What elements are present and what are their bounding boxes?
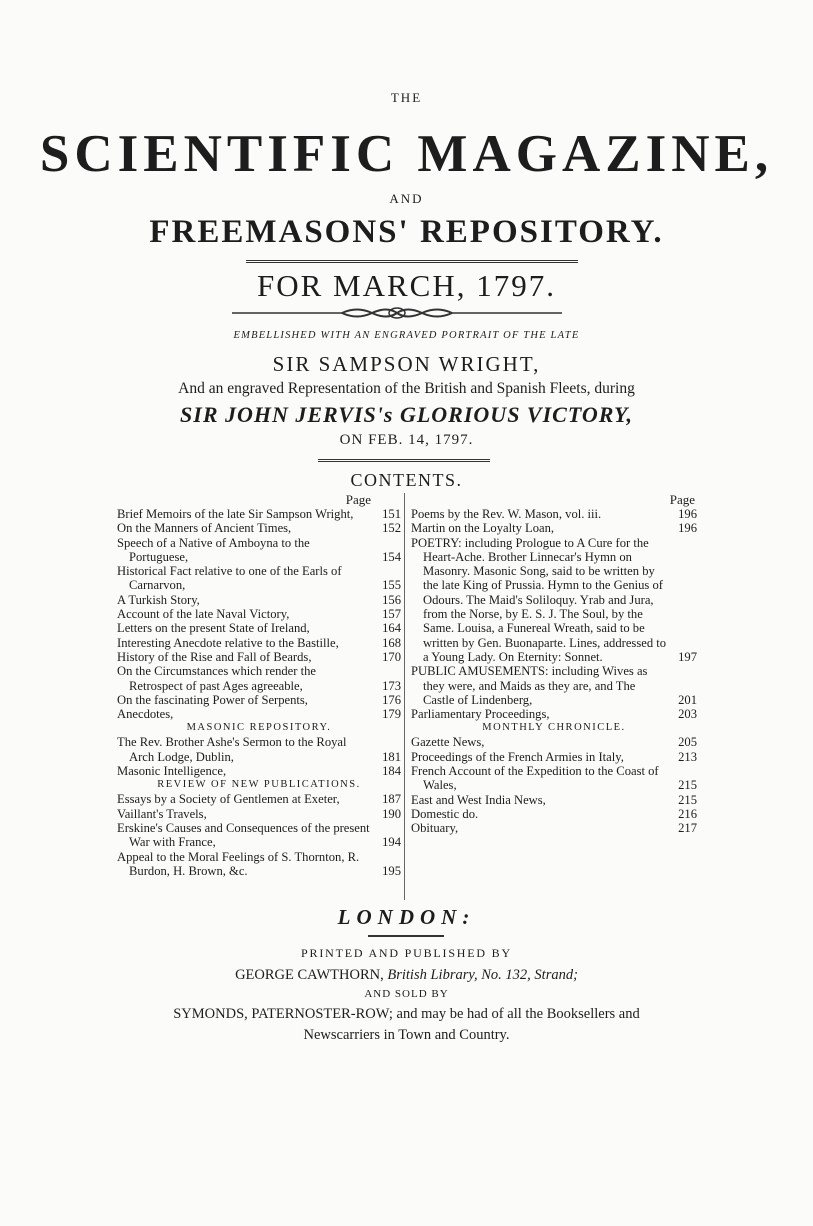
- contents-entry-page: 213: [678, 749, 697, 764]
- victory-date: ON FEB. 14, 1797.: [339, 432, 474, 448]
- imprint-newscarriers: Newscarriers in Town and Country.: [303, 1027, 510, 1043]
- contents-entry-title: Obituary,: [411, 821, 459, 836]
- page-column-header: Page: [345, 492, 371, 507]
- contents-entry-title: Gazette News,: [411, 735, 485, 750]
- contents-entry-title: Proceedings of the French Armies in Italy,: [411, 749, 624, 764]
- contents-entry: [117, 621, 401, 635]
- magazine-title: SCIENTIFIC MAGAZINE,: [39, 125, 774, 183]
- contents-entry: [411, 664, 697, 707]
- contents-entry-page: 179: [382, 707, 401, 722]
- contents-entry-title: PUBLIC AMUSEMENTS: including Wives as they were, and Maids as they are, and The Castle of Lindenberg,: [411, 664, 648, 707]
- contents-entry-title: A Turkish Story,: [117, 592, 200, 607]
- contents-entry: [411, 821, 697, 835]
- header-the: THE: [390, 90, 423, 105]
- contents-entry-title: Historical Fact relative to one of the Earls of Carnarvon,: [117, 564, 342, 593]
- contents-entry-page: 217: [678, 821, 697, 836]
- contents-entry: [117, 792, 401, 806]
- contents-entry: [117, 821, 401, 850]
- contents-entry-page: 157: [382, 607, 401, 622]
- contents-entry-title: Account of the late Naval Victory,: [117, 607, 290, 622]
- contents-entry-title: On the Circumstances which render the Retrospect of past Ages agreeable,: [117, 664, 316, 693]
- contents-entry-title: On the fascinating Power of Serpents,: [117, 692, 308, 707]
- portrait-name: SIR SAMPSON WRIGHT,: [272, 352, 541, 376]
- contents-entry-page: 176: [382, 692, 401, 707]
- embellished-note: EMBELLISHED WITH AN ENGRAVED PORTRAIT OF THE LATE: [233, 330, 580, 341]
- contents-entry: [411, 536, 697, 665]
- contents-entry-page: 187: [382, 792, 401, 807]
- contents-entry: [117, 636, 401, 650]
- contents-entry: [117, 764, 401, 778]
- contents-entry-title: POETRY: including Prologue to A Cure for the Heart-Ache. Brother Linnecar's Hymn on Masonry. Masonic Song, said to be written by the late King of Prussia. Hymn to the Genius of Odours. The Maid's Soliloquy. Yrab and Jura, from the Norse, by E. S. J. The Soul, by the Same. Louisa, a Funereal Wreath, said to be written by Gen. Buonaparte. Lines, addressed to a Young Lady. On Eternity: Sonnet.: [411, 535, 667, 664]
- contents-entry-page: 154: [382, 549, 401, 564]
- contents-entry-page: 184: [382, 764, 401, 779]
- magazine-subtitle: FREEMASONS' REPOSITORY.: [149, 214, 664, 250]
- contents-entry: [411, 793, 697, 807]
- contents-entry-page: 168: [382, 635, 401, 650]
- contents-entry-page: 215: [678, 778, 697, 793]
- publisher-place: British Library, No. 132, Strand;: [387, 967, 578, 983]
- contents-entry: [411, 707, 697, 721]
- ornament-divider-icon: [232, 306, 562, 320]
- imprint-city: LONDON:: [337, 905, 476, 929]
- contents-entry: [117, 564, 401, 593]
- contents-section-heading: MONTHLY CHRONICLE.: [482, 722, 626, 734]
- contents-entry: [411, 507, 697, 521]
- contents-entry-title: Martin on the Loyalty Loan,: [411, 521, 555, 536]
- contents-entry: [117, 693, 401, 707]
- contents-entry-page: 196: [678, 507, 697, 521]
- contents-heading: CONTENTS.: [350, 470, 463, 490]
- imprint-sold-by: AND SOLD BY: [364, 988, 449, 1000]
- contents-entry-page: 164: [382, 621, 401, 636]
- victory-title: SIR JOHN JERVIS's GLORIOUS VICTORY,: [180, 402, 633, 427]
- contents-entry-title: Appeal to the Moral Feelings of S. Thornton, R. Burdon, H. Brown, &c.: [117, 849, 360, 878]
- imprint-printed: PRINTED AND PUBLISHED BY: [301, 946, 512, 960]
- contents-entry-title: Letters on the present State of Ireland,: [117, 621, 310, 636]
- contents-entry-title: Erskine's Causes and Consequences of the present War with France,: [117, 820, 370, 850]
- contents-entry: [117, 807, 401, 821]
- rule-divider: [368, 935, 444, 937]
- contents-entry-page: 197: [678, 649, 697, 664]
- contents-entry-page: 152: [382, 521, 401, 536]
- contents-entry-page: 151: [382, 507, 401, 521]
- rule-divider: [318, 459, 490, 462]
- contents-entry: [411, 735, 697, 749]
- engraved-note: And an engraved Representation of the British and Spanish Fleets, during: [178, 380, 635, 397]
- contents-entry-title: Masonic Intelligence,: [117, 764, 227, 779]
- contents-entry-page: 170: [382, 649, 401, 664]
- contents-entry-page: 156: [382, 592, 401, 607]
- contents-entry: [117, 707, 401, 721]
- contents-entry-page: 181: [382, 749, 401, 764]
- contents-entry-title: Poems by the Rev. W. Mason, vol. iii.: [411, 507, 602, 521]
- contents-column-left: [117, 493, 401, 878]
- issue-date: FOR MARCH, 1797.: [257, 268, 556, 303]
- contents-entry: [117, 536, 401, 565]
- contents-entry: [117, 650, 401, 664]
- rule-divider: [246, 260, 578, 263]
- contents-column-right: [404, 493, 697, 900]
- header-and: AND: [389, 191, 424, 206]
- contents-entry-page: 196: [678, 521, 697, 536]
- contents-entry: [117, 850, 401, 879]
- contents-entry-title: History of the Rise and Fall of Beards,: [117, 649, 312, 664]
- contents-entry: [411, 807, 697, 821]
- contents-entry: [117, 593, 401, 607]
- contents-entry-page: 195: [382, 863, 401, 878]
- contents-entry: [117, 607, 401, 621]
- contents-entry-page: 205: [678, 735, 697, 750]
- contents-entry: [117, 735, 401, 764]
- contents-entry-title: Domestic do.: [411, 806, 479, 821]
- contents-entry-page: 216: [678, 806, 697, 821]
- contents-entry: [117, 507, 401, 521]
- page-column-header: Page: [669, 492, 695, 507]
- contents-entry-title: Vaillant's Travels,: [117, 806, 207, 821]
- contents-entry-page: 194: [382, 835, 401, 850]
- contents-entry-title: The Rev. Brother Ashe's Sermon to the Royal Arch Lodge, Dublin,: [117, 735, 347, 764]
- contents-entry: [117, 664, 401, 693]
- contents-entry-page: 173: [382, 678, 401, 693]
- contents-entry: [411, 764, 697, 793]
- contents-entry-title: Interesting Anecdote relative to the Bastille,: [117, 635, 339, 650]
- contents-entry: [411, 521, 697, 535]
- contents-entry-title: On the Manners of Ancient Times,: [117, 521, 292, 536]
- contents-section-heading: MASONIC REPOSITORY.: [186, 722, 332, 734]
- contents-entry-title: Brief Memoirs of the late Sir Sampson Wright,: [117, 507, 354, 521]
- publisher-name: GEORGE CAWTHORN,: [235, 967, 384, 983]
- contents-entry-title: Speech of a Native of Amboyna to the Portuguese,: [117, 535, 310, 564]
- imprint-publisher: [0, 967, 813, 984]
- contents-entry-title: East and West India News,: [411, 792, 546, 807]
- contents-entry-page: 155: [382, 578, 401, 593]
- contents-entry-title: French Account of the Expedition to the Coast of Wales,: [411, 764, 659, 793]
- contents-entry-title: Essays by a Society of Gentlemen at Exeter,: [117, 792, 340, 807]
- contents-entry-title: Parliamentary Proceedings,: [411, 707, 550, 722]
- contents-entry-title: Anecdotes,: [117, 707, 174, 722]
- contents-entry-page: 215: [678, 792, 697, 807]
- contents-entry-page: 203: [678, 707, 697, 722]
- contents-entry-page: 190: [382, 806, 401, 821]
- contents-section-heading: REVIEW OF NEW PUBLICATIONS.: [157, 779, 361, 791]
- contents-entry-page: 201: [678, 692, 697, 707]
- contents-entry: [411, 750, 697, 764]
- contents-entry: [117, 521, 401, 535]
- imprint-symonds: SYMONDS, PATERNOSTER-ROW; and may be had of all the Booksellers and: [173, 1006, 640, 1022]
